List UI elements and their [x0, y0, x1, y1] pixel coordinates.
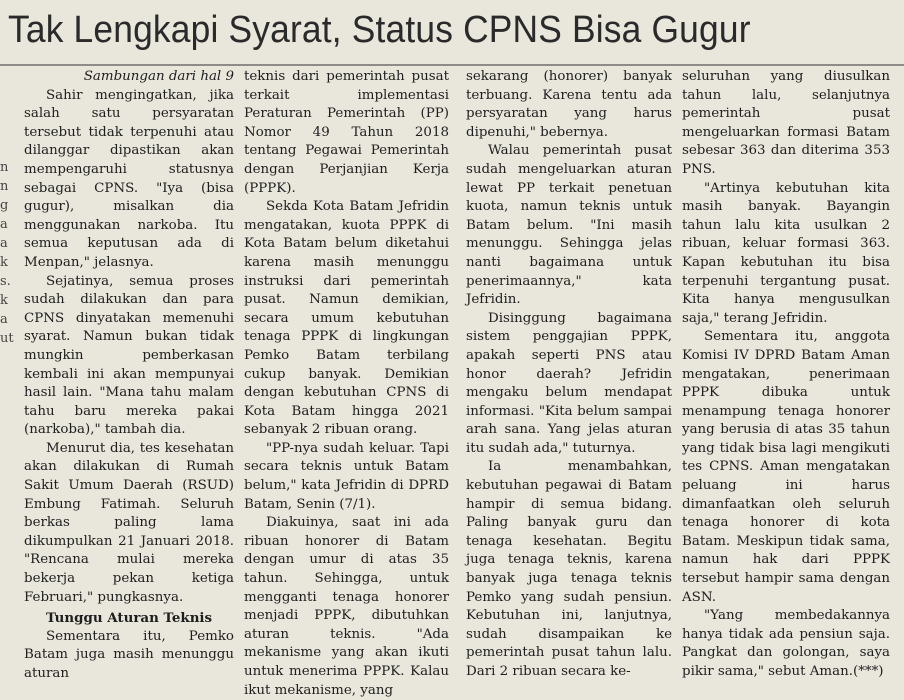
edge-letter: a: [0, 217, 8, 232]
edge-letter: a: [0, 236, 8, 251]
paragraph: Sementara itu, Pemko Batam juga masih menunggu aturan: [24, 628, 234, 681]
paragraph: Sekda Kota Batam Jefridin mengatakan, kuota PPPK di Kota Batam belum diketahui karena masih menunggu instruksi dari pemerintah pusat. Namun demikian, secara umum kebutuhan tenaga PPPK di lingkungan Pemko Batam terbilang cukup banyak. Demikian dengan kebutuhan CPNS di Kota Batam hingga 2021 sebanyak 2 ribuan orang.: [244, 199, 449, 438]
paragraph: Ia menambahkan, kebutuhan pegawai di Batam hampir di semua bidang. Paling banyak guru dan tenaga kesehatan. Begitu juga tenaga teknis, karena banyak juga tenaga teknis Pemko yang sudah pensiun. Kebutuhan ini, lanjutnya, sudah disampaikan ke pemerintah pusat tahun lalu. Dari 2 ribuan secara ke-: [466, 459, 672, 679]
paragraph: Sejatinya, semua proses sudah dilakukan dan para CPNS dinyatakan memenuhi syarat. Namun bukan tidak mungkin pemberkasan kembali ini akan mempunyai hasil lain. "Mana tahu malam tahu baru mereka pakai (narkoba)," tambah dia.: [24, 273, 234, 438]
edge-letter: k: [0, 255, 8, 270]
subheading: Tunggu Aturan Teknis: [45, 610, 213, 627]
article-column-3: [466, 68, 672, 679]
edge-letter: n: [0, 179, 9, 194]
paragraph: "PP-nya sudah keluar. Tapi secara teknis untuk Batam belum," kata Jefridin di DPRD Batam, Senin (7/1).: [244, 440, 449, 512]
paragraph: sekarang (honorer) banyak terbuang. Karena tentu ada persyaratan yang harus dipenuhi," bebernya.: [466, 69, 672, 140]
edge-letter: g: [0, 198, 9, 213]
article-column-2: [244, 68, 449, 698]
edge-letter: a: [0, 312, 8, 327]
paragraph: Walau pemerintah pusat sudah mengeluarkan aturan lewat PP terkait penetuan kuota, namun teknis untuk Batam belum. "Ini masih menunggu. Sehingga jelas nanti bagaimana untuk penerimaannya," kata Jefridin.: [466, 143, 672, 308]
edge-letter: k: [0, 293, 8, 308]
headline-rule: [0, 64, 904, 66]
edge-letter: ut: [0, 331, 14, 346]
paragraph: "Yang membedakannya hanya tidak ada pensiun saja. Pangkat dan golongan, saya pikir sama," sebut Aman.(***): [682, 608, 890, 679]
article-column-1: [24, 68, 234, 681]
edge-letter: s.: [0, 274, 11, 289]
paragraph: Menurut dia, tes kesehatan akan dilakukan di Rumah Sakit Umum Daerah (RSUD) Embung Fatimah. Seluruh berkas paling lama dikumpulkan 21 Januari 2018. "Rencana mulai mereka bekerja pekan ketiga Februari," pungkasnya.: [24, 440, 234, 605]
headline: Tak Lengkapi Syarat, Status CPNS Bisa Gugur: [8, 9, 751, 51]
paragraph: teknis dari pemerintah pusat terkait implementasi Peraturan Pemerintah (PP) Nomor 49 Tahun 2018 tentang Pegawai Pemerintah dengan Perjanjian Kerja (PPPK).: [244, 69, 449, 196]
paragraph: "Artinya kebutuhan kita masih banyak. Bayangin tahun lalu kita usulkan 2 ribuan, keluar formasi 363. Kapan kebutuhan itu bisa terpenuhi tergantung pusat. Kita hanya mengusulkan saja," terang Jefridin.: [682, 180, 890, 326]
paragraph: Disinggung bagaimana sistem penggajian PPPK, apakah seperti PNS atau honor daerah? Jefridin mengaku belum mendapat informasi. "Kita belum sampai arah sana. Yang jelas aturan itu sudah ada," tuturnya.: [466, 310, 672, 456]
paragraph: Sahir mengingatkan, jika salah satu persyaratan tersebut tidak terpenuhi atau dilanggar dipastikan akan mempengaruhi statusnya sebagai CPNS. "Iya (bisa gugur), misalkan dia menggunakan narkoba. Itu semua keputusan ada di Menpan," jelasnya.: [24, 87, 234, 270]
left-edge-fragments: [0, 158, 14, 348]
continuation-note: Sambungan dari hal 9: [83, 69, 234, 84]
article-column-4: [682, 68, 890, 679]
paragraph: Sementara itu, anggota Komisi IV DPRD Batam Aman mengatakan, penerimaan PPPK dibuka untuk menampung tenaga honorer yang berusia di atas 35 tahun yang tidak bisa lagi mengikuti tes CPNS. Aman mengatakan peluang ini harus dimanfaatkan oleh seluruh tenaga honorer di kota Batam. Meskipun tidak sama, namun hak dari PPPK tersebut hampir sama dengan ASN.: [682, 329, 890, 605]
paragraph: Diakuinya, saat ini ada ribuan honorer di Batam dengan umur di atas 35 tahun. Sehingga, untuk mengganti tenaga honorer menjadi PPPK, dibutuhkan aturan teknis. "Ada mekanisme yang akan ikuti untuk menerima PPPK. Kalau ikut mekanisme, yang: [244, 515, 449, 698]
edge-letter: n: [0, 160, 9, 175]
paragraph: seluruhan yang diusulkan tahun lalu, selanjutnya pemerintah pusat mengeluarkan formasi Batam sebesar 363 dan diterima 353 PNS.: [682, 69, 890, 177]
